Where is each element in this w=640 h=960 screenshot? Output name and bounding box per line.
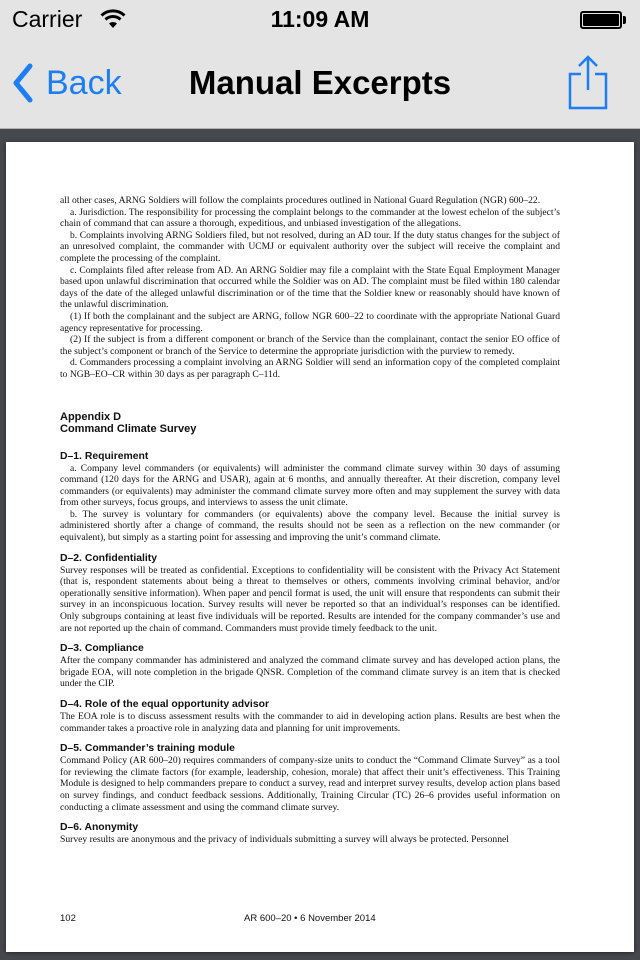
navigation-bar — [0, 40, 640, 129]
back-button[interactable] — [12, 58, 122, 108]
section-heading: D–2. Confidentiality — [60, 552, 157, 564]
page-title: Manual Excerpts — [188, 64, 452, 101]
document-body — [60, 195, 560, 846]
appendix-label: Appendix D — [60, 410, 122, 423]
section-heading: D–6. Anonymity — [60, 822, 139, 834]
intro-paragraph: a. Jurisdiction. The responsibility for processing the complaint belongs to the commander at the lowest echelon of the subject’s chain of command that can assure a thorough, expeditious, and unbiased investigation of the allegations. — [60, 206, 560, 230]
document-page[interactable] — [6, 142, 634, 952]
footer-citation: AR 600–20 • 6 November 2014 — [244, 913, 376, 924]
intro-paragraph: (2) If the subject is from a different component or branch of the Service than the complainant, contact the senior EO office of the subject’s component or branch of the Service to determine the appropriate jurisdiction with the purview to remedy. — [60, 334, 560, 357]
chevron-left-icon — [12, 63, 34, 103]
intro-paragraph: c. Complaints filed after release from AD. An ARNG Soldier may file a complaint with the State Equal Employment Manager based upon unlawful discrimination that occurred while the Soldier was on AD. The complaint must be filed within 180 calendar days of the date of the alleged unlawful discrimination or of the time that the Soldier knew or reasonably should have known of the unlawful discrimination. — [60, 264, 560, 311]
clock: 11:09 AM — [270, 6, 370, 32]
section-paragraph: b. The survey is voluntary for commanders (or equivalents) above the company level. Because the initial survey is administered shortly after a change of command, the results should not be seen as a reflection on the new commander (or equivalent), but simply as a starting point for assessing and improving the unit’s command climate. — [60, 508, 560, 544]
section-paragraph: Survey results are anonymous and the privacy of individuals submitting a survey will always be protected. Personnel — [60, 834, 509, 846]
battery-tip — [623, 16, 626, 24]
wifi-icon — [100, 9, 126, 29]
section-heading: D–3. Compliance — [60, 643, 144, 655]
battery-icon — [580, 11, 622, 29]
section-paragraph: Survey responses will be treated as confidential. Exceptions to confidentiality will be consistent with the Privacy Act Statement (that is, respondent statements about being a threat to themselves or others, comments involving criminal behavior, and/or operationally sensitive information). When paper and pencil format is used, the unit will ensure that respondents can submit their survey in an inconspicuous location. Survey results will never be reported so that an individual’s responses can be identified. Only subgroups containing at least five individuals will be reported. Results are intended for the company commander’s use and are not reported up the chain of command. Commanders must provide timely feedback to the unit. — [60, 564, 560, 634]
page-number: 102 — [60, 913, 76, 924]
section-paragraph: The EOA role is to discuss assessment results with the commander to aid in developing action plans. Results are best when the commander takes a proactive role in analyzing data and planning for unit improvements. — [60, 711, 560, 734]
appendix-title: Command Climate Survey — [60, 423, 197, 435]
back-label: Back — [46, 63, 122, 102]
status-bar — [0, 0, 640, 40]
intro-paragraph: b. Complaints involving ARNG Soldiers filed, but not resolved, during an AD tour. If the duty status changes for the subject of an unresolved complaint, the commander with UCMJ or equivalent authority over the subject will receive the complaint and complete the processing of the complaint. — [60, 229, 560, 264]
section-paragraph: Command Policy (AR 600–20) requires commanders of company-size units to conduct the “Command Climate Survey” as a tool for reviewing the climate factors (for example, leadership, cohesion, morale) that affect their unit’s effectiveness. This Training Module is designed to help commanders prepare to conduct a survey, read and interpret survey results, develop action plans based on survey findings, and conduct feedback sessions. Additionally, Training Circular (TC) 26–6 provides useful information on conducting a climate assessment and using the command climate survey. — [60, 755, 560, 813]
carrier-label: Carrier — [12, 6, 83, 32]
section-heading: D–4. Role of the equal opportunity advisor — [60, 699, 269, 710]
intro-paragraph: all other cases, ARNG Soldiers will follow the complaints procedures outlined in National Guard Regulation (NGR) 600–22. — [60, 195, 541, 206]
appendix-heading — [60, 411, 560, 436]
share-icon[interactable] — [566, 54, 610, 110]
intro-paragraph: d. Commanders processing a complaint involving an ARNG Soldier will send an information copy of the completed complaint to NGB–EO–CR within 30 days as per paragraph C–11d. — [60, 357, 560, 380]
section-heading: D–1. Requirement — [60, 450, 149, 462]
section-paragraph: a. Company level commanders (or equivalents) will administer the command climate survey within 30 days of assuming command (120 days for the ARNG and USAR), again at 6 months, and annually thereafter. At their discretion, company level commanders (or equivalents) may administer the command climate survey more often and may supplement the survey with data from other surveys, focus groups, and interviews to assess the unit climate. — [60, 462, 560, 509]
section-heading: D–5. Commander’s training module — [60, 743, 235, 755]
section-paragraph: After the company commander has administered and analyzed the command climate survey and has developed action plans, the brigade EOA, will note completion in the brigade QNSR. Completion of the command climate survey is an item that is checked under the CIP. — [60, 655, 560, 690]
intro-paragraph: (1) If both the complainant and the subject are ARNG, follow NGR 600–22 to coordinate with the appropriate National Guard agency representative for processing. — [60, 310, 560, 334]
